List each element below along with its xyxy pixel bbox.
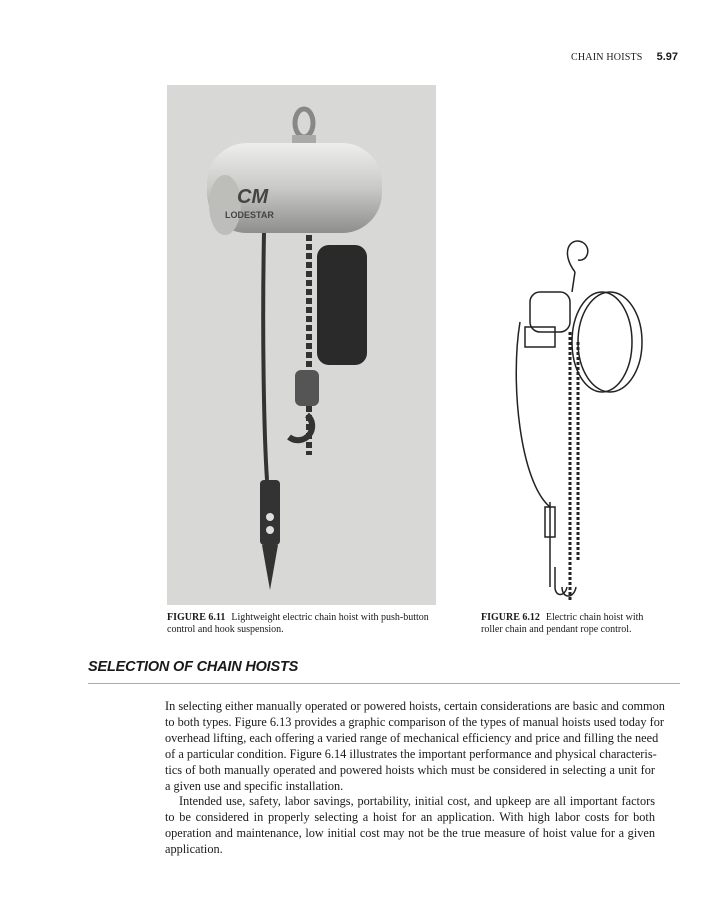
figure-6-11-label: FIGURE 6.11 (167, 612, 226, 623)
running-head-section: CHAIN HOISTS (571, 52, 643, 63)
body-line: tics of both manually operated and powered hoists which must be considered in selecting a unit for (165, 762, 655, 777)
body-line: to be considered in properly selecting a hoist for an application. With high labor costs for both (165, 810, 655, 825)
body-line: application. (165, 842, 223, 857)
body-line: operation and maintenance, low initial cost may not be the true measure of hoist value for a given (165, 826, 655, 841)
body-line: overhead lifting, each offering a varied range of mechanical efficiency and price and filling the need (165, 730, 659, 745)
page-number: 5.97 (656, 51, 678, 63)
body-text (165, 699, 665, 858)
heading-rule (88, 683, 680, 684)
body-line: of a particular condition. Figure 6.14 illustrates the important performance and physical characteris- (165, 746, 657, 761)
figure-6-12-drawing (500, 232, 650, 607)
logo-brand: CM (237, 186, 269, 208)
figure-6-12-label: FIGURE 6.12 (481, 612, 540, 623)
section-heading: SELECTION OF CHAIN HOISTS (88, 659, 299, 675)
body-line: to both types. Figure 6.13 provides a graphic comparison of the types of manual hoists used today for (165, 714, 664, 729)
running-head (571, 51, 678, 63)
body-line: In selecting either manually operated or powered hoists, certain considerations are basic and common (165, 699, 665, 713)
logo-model: LODESTAR (225, 210, 274, 220)
body-line: Intended use, safety, labor savings, portability, initial cost, and upkeep are all important factors (179, 794, 655, 809)
figure-6-12-caption: FIGURE 6.12 Electric chain hoist with roller chain and pendant rope control. (481, 612, 644, 635)
body-line: a given use and specific installation. (165, 778, 344, 793)
figure-6-11-caption: FIGURE 6.11 Lightweight electric chain hoist with push-button control and hook suspension. (167, 612, 429, 635)
figure-6-11-photo (167, 85, 436, 605)
